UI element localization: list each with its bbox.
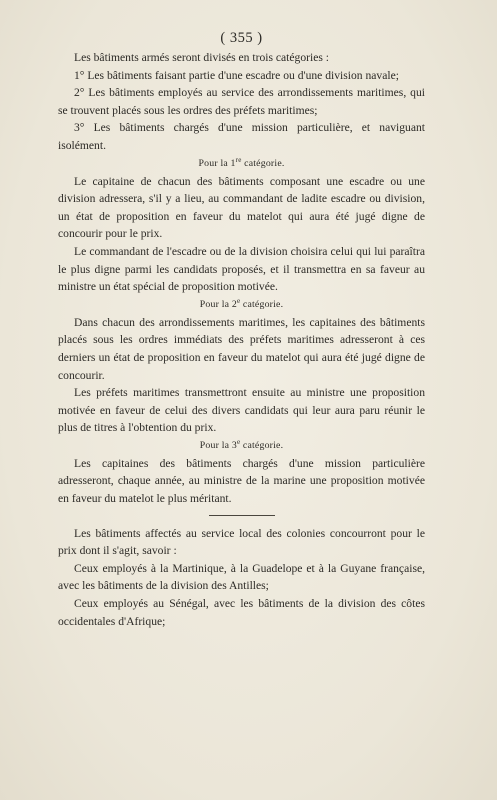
heading-category-3: Pour la 3e catégorie. [199, 437, 284, 451]
paragraph-category-1-commander: Le commandant de l'escadre ou de la division choisira celui qui lui paraîtra le plus digne parmi les candidats proposés, et il transmettra en sa faveur au ministre un état spécial de proposition motivée. [58, 244, 425, 294]
section-divider [209, 515, 275, 516]
paragraph-category-2-item: 2° Les bâtiments employés au service des arrondissements maritimes, qui se trouvent placés sous les ordres des préfets maritimes; [58, 86, 425, 117]
paragraph-intro: Les bâtiments armés seront divisés en trois catégories : [74, 51, 329, 64]
paragraph-colonies-senegal: Ceux employés au Sénégal, avec les bâtiments de la division des côtes occidentales d'Afrique; [58, 597, 425, 628]
paragraph-colonies-intro: Les bâtiments affectés au service local des colonies concourront pour le prix dont il s'agit, savoir : [58, 526, 425, 558]
paragraph-category-2-captains: Dans chacun des arrondissements maritimes, les capitaines des bâtiments placés sous les ordres immédiats des préfets maritimes adresseront à ces derniers un état de proposition en faveur du matelot qui aura été jugé digne de concourir. [58, 315, 425, 382]
text-block [58, 30, 425, 630]
page-number: ( 355 ) [220, 30, 263, 46]
paragraph-category-3-item: 3° Les bâtiments chargés d'une mission particulière, et naviguant isolément. [58, 121, 425, 152]
paragraph-category-2-prefects: Les préfets maritimes transmettront ensuite au ministre une proposition motivée en faveur de celui des divers candidats qui leur aura paru réunir le plus de titres à l'obtention du prix. [58, 386, 425, 435]
paragraph-category-1-item: 1° Les bâtiments faisant partie d'une escadre ou d'une division navale; [74, 68, 399, 82]
paragraph-category-1-captain: Le capitaine de chacun des bâtiments composant une escadre ou une division adressera, s'il y a lieu, au commandant de ladite escadre ou division, un état de proposition en faveur du matelot qui aura été jugé digne de concourir pour le prix. [58, 174, 425, 241]
paragraph-colonies-antilles: Ceux employés à la Martinique, à la Guadelope et à la Guyane française, avec les bâtiments de la division des Antilles; [58, 561, 425, 593]
paragraph-category-3-captains: Les capitaines des bâtiments chargés d'une mission particulière adresseront, chaque année, au ministre de la marine une proposition motivée en faveur du matelot le plus méritant. [58, 456, 425, 506]
heading-category-1: Pour la 1re catégorie. [198, 155, 285, 169]
heading-category-2: Pour la 2e catégorie. [199, 296, 284, 310]
